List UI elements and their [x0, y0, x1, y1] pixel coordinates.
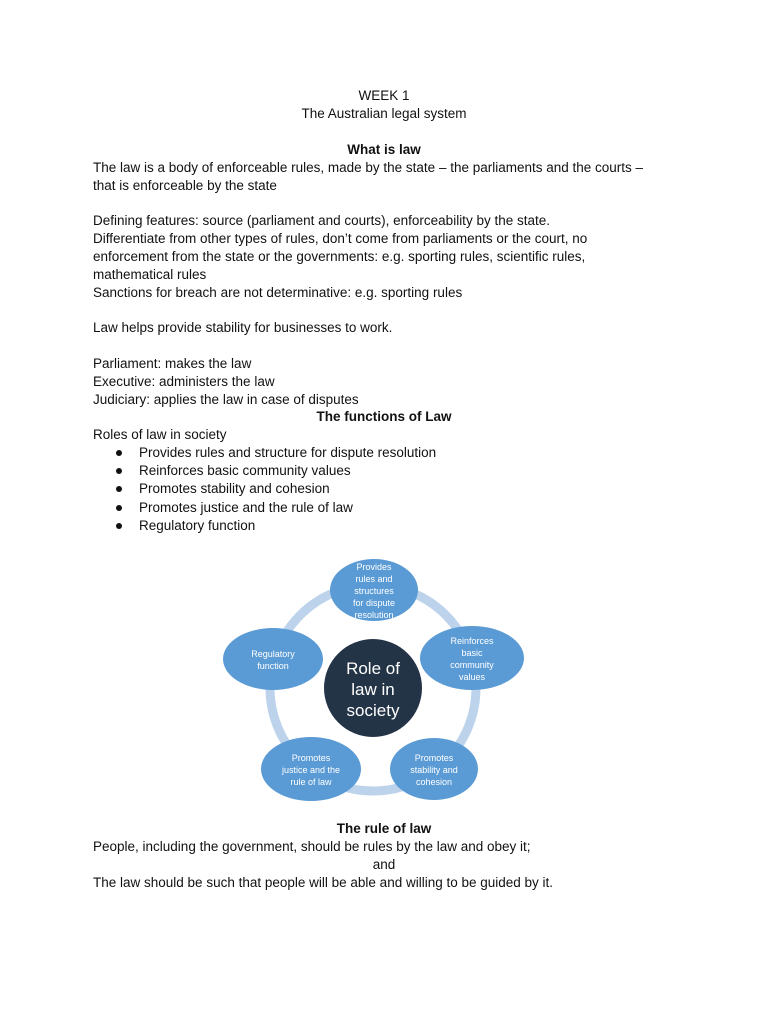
- paragraph-line: The law is a body of enforceable rules, made by the state – the parliaments and the courts –: [93, 160, 644, 175]
- node-text: Promotes: [414, 753, 454, 763]
- node-text: Regulatory: [251, 649, 295, 659]
- week-label: WEEK 1: [358, 88, 410, 103]
- list-item: [93, 444, 436, 462]
- paragraph-line: enforcement from the state or the governments: e.g. sporting rules, scientific rules,: [93, 249, 586, 264]
- center-text: law in: [351, 680, 395, 699]
- node-text: Promotes: [291, 753, 331, 763]
- functions-list: [93, 444, 436, 535]
- bullet-icon: [116, 450, 122, 456]
- list-item-text: Reinforces basic community values: [139, 463, 351, 479]
- list-item: [93, 499, 436, 517]
- node-text: Provides: [356, 562, 392, 572]
- paragraph-line: that is enforceable by the state: [93, 178, 277, 193]
- functions-heading: The functions of Law: [316, 409, 452, 424]
- list-item-text: Provides rules and structure for dispute resolution: [139, 445, 437, 460]
- list-item: [93, 517, 436, 535]
- node-justice-rule-of-law: [261, 737, 361, 801]
- paragraph-line: Sanctions for breach are not determinative: e.g. sporting rules: [93, 285, 463, 300]
- center-text: society: [346, 701, 400, 720]
- node-text: Reinforces: [450, 636, 494, 646]
- role-of-law-diagram: [213, 550, 537, 802]
- node-stability-cohesion: [390, 738, 478, 800]
- node-dispute-resolution: [330, 559, 418, 621]
- bullet-icon: [116, 505, 122, 511]
- node-text: for dispute: [352, 598, 396, 608]
- center-text: Role of: [346, 659, 400, 678]
- node-text: rules and: [355, 574, 393, 584]
- paragraph-line: The law should be such that people will be able and willing to be guided by it.: [93, 875, 554, 890]
- document-title: The Australian legal system: [301, 106, 467, 121]
- bullet-icon: [116, 468, 122, 474]
- functions-intro: Roles of law in society: [93, 427, 227, 442]
- list-item: [93, 480, 436, 498]
- list-item-text: Regulatory function: [139, 517, 256, 533]
- node-text: rule of law: [290, 777, 332, 787]
- node-community-values: [420, 626, 524, 690]
- rule-of-law-heading: The rule of law: [336, 821, 432, 836]
- paragraph-line: Defining features: source (parliament and courts), enforceability by the state.: [93, 213, 550, 228]
- paragraph-line: Parliament: makes the law: [93, 356, 252, 371]
- paragraph-line: Law helps provide stability for businesses to work.: [93, 320, 393, 335]
- node-shape: [223, 628, 323, 690]
- node-text: cohesion: [415, 777, 453, 787]
- list-item-text: Promotes justice and the rule of law: [139, 499, 353, 515]
- what-is-law-heading: What is law: [347, 142, 421, 157]
- list-item: [93, 462, 436, 480]
- conjunction-text: and: [372, 857, 396, 872]
- paragraph-line: Differentiate from other types of rules, don’t come from parliaments or the court, no: [93, 231, 588, 246]
- node-text: stability and: [410, 765, 458, 775]
- node-text: function: [257, 661, 289, 671]
- node-text: basic: [461, 648, 483, 658]
- node-text: values: [458, 672, 486, 682]
- center-node: [324, 639, 422, 737]
- list-item-text: Promotes stability and cohesion: [139, 481, 330, 497]
- node-text: justice and the: [281, 765, 341, 775]
- node-text: structures: [354, 586, 394, 596]
- bullet-icon: [116, 486, 122, 492]
- paragraph-line: People, including the government, should be rules by the law and obey it;: [93, 839, 531, 854]
- node-text: resolution: [354, 610, 394, 620]
- paragraph-line: mathematical rules: [93, 267, 207, 282]
- paragraph-line: Judiciary: applies the law in case of disputes: [93, 392, 359, 407]
- node-text: community: [450, 660, 494, 670]
- bullet-icon: [116, 523, 122, 529]
- paragraph-line: Executive: administers the law: [93, 374, 275, 389]
- node-regulatory-function: [223, 628, 323, 690]
